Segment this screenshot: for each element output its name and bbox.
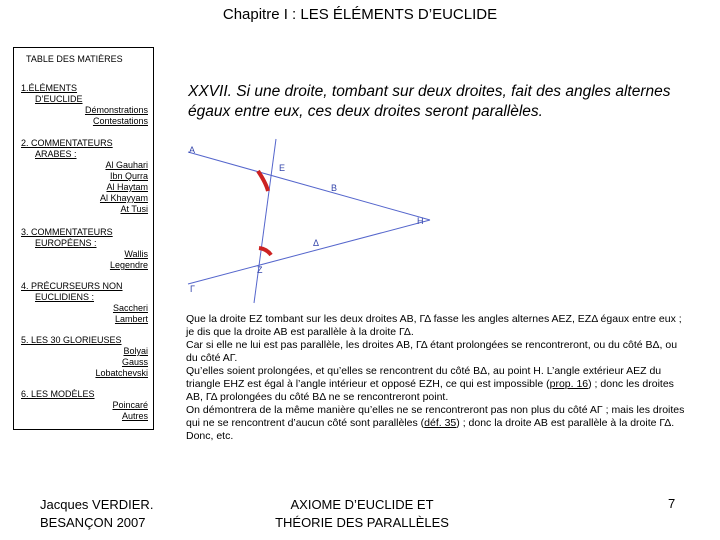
toc-link-demonstrations[interactable]: Démonstrations [84,105,148,115]
label-z: Z [257,265,263,275]
proof-paragraph-3: Qu’elles soient prolongées, et qu’elles se rencontrent du côté BΔ, au point H. L’angle extérieur AEZ du triangle EHZ est égal à l’angle intérieur et opposé EZH, ce qui est impossible (prop. 16) ; donc les droites AB, ΓΔ prolongées du côté BΔ ne se rencontreront point. [186,365,674,403]
label-h: H [417,216,424,226]
label-gamma: Γ [190,284,195,294]
line-gd [188,220,430,284]
link-prop-16[interactable]: prop. 16 [549,378,589,390]
parallel-lines-diagram [180,127,451,309]
label-a: A [189,145,196,155]
toc-link-contestations[interactable]: Contestations [92,116,148,126]
proof-paragraph-5: Donc, etc. [186,430,234,442]
page-number: 7 [668,496,676,511]
toc-link-elements[interactable]: 1.ÉLÉMENTS D’EUCLIDE [21,83,83,104]
toc-link-wallis[interactable]: Wallis [124,249,148,259]
toc-link-30-glorieuses[interactable]: 5. LES 30 GLORIEUSES [21,335,122,345]
toc-link-bolyai[interactable]: Bolyai [123,346,148,356]
toc-link-commentateurs-arabes[interactable]: 2. COMMENTATEURS ARABES : [21,138,113,159]
geometry-figure [180,127,451,309]
toc-link-commentateurs-europeens[interactable]: 3. COMMENTATEURS EUROPÉENS : [21,227,113,248]
toc-link-al-haytam[interactable]: Al Haytam [106,182,148,192]
toc-link-at-tusi[interactable]: At Tusi [120,204,148,214]
toc-section-modeles [21,389,148,422]
toc-link-legendre[interactable]: Legendre [109,260,148,270]
toc-section-elements [21,83,148,127]
toc-section-arabes [21,138,148,215]
toc-link-al-gauhari[interactable]: Al Gauhari [105,160,148,170]
toc-link-precurseurs[interactable]: 4. PRÉCURSEURS NON EUCLIDIENS : [21,281,123,302]
line-ab [188,152,430,220]
toc-link-lambert[interactable]: Lambert [114,314,148,324]
label-e: E [279,163,286,173]
proof-paragraph-1: Que la droite EZ tombant sur les deux droites AB, ΓΔ fasse les angles alternes AEZ, EZΔ égaux entre eux ; je dis que la droite AB est parallèle à la droite ΓΔ. [186,313,682,338]
toc-link-al-khayyam[interactable]: Al Khayyam [99,193,148,203]
transversal-ez [254,139,276,303]
footer-author: Jacques VERDIER. BESANÇON 2007 [40,497,154,530]
table-of-contents [13,47,154,430]
toc-link-poincare[interactable]: Poincaré [112,400,148,410]
proposition-statement: XXVII. Si une droite, tombant sur deux droites, fait des angles alternes égaux entre eux, ces deux droites seront parallèles. [188,83,671,120]
toc-section-precurseurs [21,281,148,325]
toc-header: TABLE DES MATIÈRES [26,54,123,64]
toc-link-autres[interactable]: Autres [121,411,148,421]
link-def-35[interactable]: déf. 35 [424,417,457,429]
proof-text [180,310,692,476]
toc-link-saccheri[interactable]: Saccheri [112,303,148,313]
toc-link-gauss[interactable]: Gauss [121,357,148,367]
slide-title: Chapitre I : LES ÉLÉMENTS D’EUCLIDE [222,6,498,23]
toc-link-lobatchevski[interactable]: Lobatchevski [95,368,148,378]
proof-paragraph-4: On démontrera de la même manière qu’elles ne se rencontreront pas non plus du côté AΓ ; mais les droites qui ne se rencontrent d’aucun côté sont parallèles (déf. 35) ; donc la droite AB est parallèle à la droite ΓΔ. [186,404,685,429]
label-b: B [331,183,338,193]
toc-link-ibn-qurra[interactable]: Ibn Qurra [109,171,148,181]
toc-section-glorieuses [21,335,148,379]
toc-link-modeles[interactable]: 6. LES MODÈLES [21,389,95,399]
proof-paragraph-2: Car si elle ne lui est pas parallèle, les droites AB, ΓΔ étant prolongées se rencontreront, ou du côté BΔ, ou du côté AΓ. [186,339,678,364]
label-delta: Δ [313,238,320,248]
toc-section-europeens [21,227,148,271]
footer-subject: AXIOME D’EUCLIDE ET THÉORIE DES PARALLÈLES [275,497,449,530]
